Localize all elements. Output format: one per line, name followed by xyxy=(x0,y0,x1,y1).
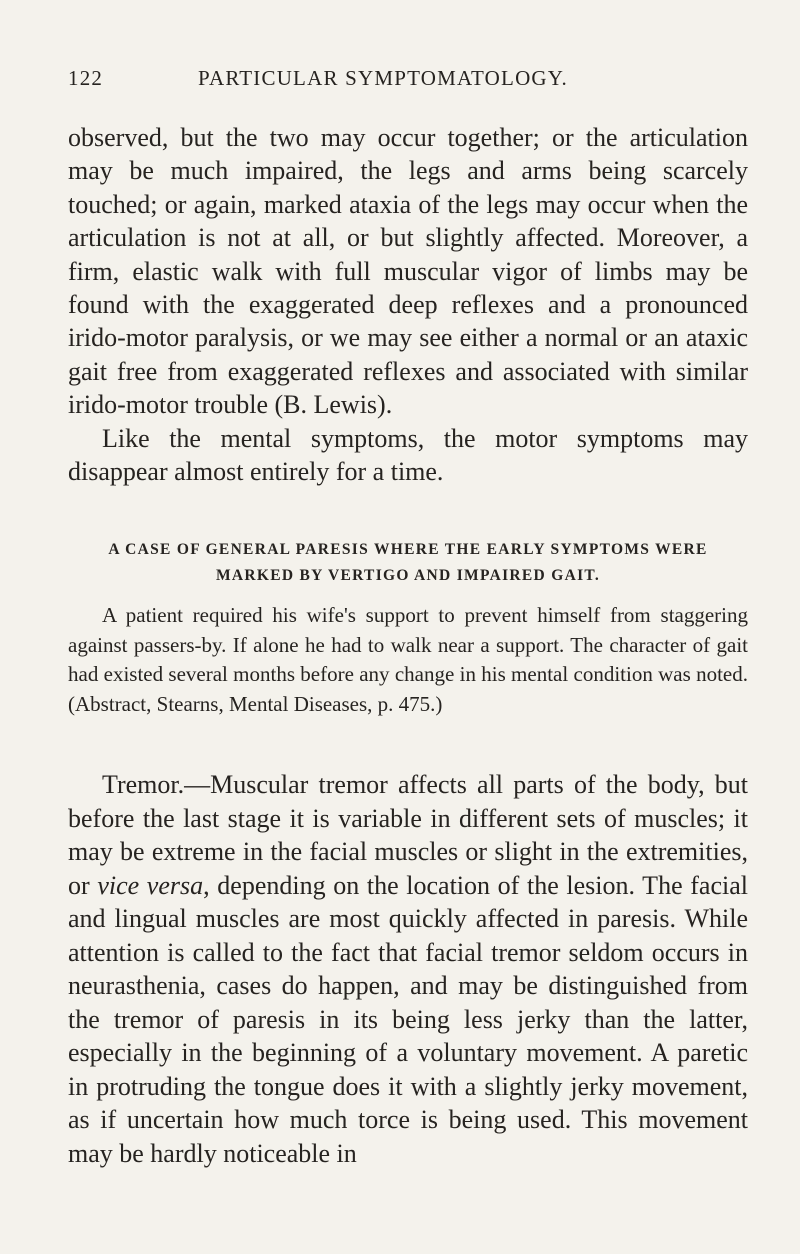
tremor-italic: vice versa xyxy=(97,870,204,900)
running-title: PARTICULAR SYMPTOMATOLOGY. xyxy=(198,66,568,90)
page-number: 122 xyxy=(68,66,104,90)
case-section xyxy=(68,537,748,720)
case-text: A patient required his wife's support to prevent himself from staggering against passers-by. If alone he had to walk near a support. The character of gait had existed several months before any change in his mental condition was noted. (Abstract, Stearns, Mental Diseases, p. 475.) xyxy=(68,603,748,717)
paragraph-continuation: observed, but the two may occur together; or the articulation may be much impaired, the legs and arms being scarcely touched; or again, marked ataxia of the legs may occur when the articulation is not at all, or but slightly affected. Moreover, a firm, elastic walk with full muscular vigor of limbs may be found with the exaggerated deep reflexes and a pronounced irido-motor paralysis, or we may see either a normal or an ataxic gait free from exaggerated reflexes and associated with similar irido-motor trouble (B. Lewis). xyxy=(68,123,748,420)
running-header xyxy=(68,66,748,91)
case-heading: A CASE OF GENERAL PARESIS WHERE THE EARLY SYMPTOMS WERE MARKED BY VERTIGO AND IMPAIRED GAIT. xyxy=(108,541,708,584)
tremor-section xyxy=(68,768,748,1170)
tremor-text-after: , depending on the location of the lesion. The facial and lingual muscles are most quickly affected in paresis. While attention is called to the fact that facial tremor seldom occurs in neurasthenia, cases do happen, and may be distinguished from the tremor of paresis in its being less jerky than the latter, especially in the beginning of a voluntary movement. A paretic in protruding the tongue does it with a slightly jerky movement, as if uncertain how much torce is being used. This movement may be hardly noticeable in xyxy=(68,870,748,1168)
tremor-text-before: —Muscular tremor affects all parts of the body, but before the last stage it is variable in different sets of muscles; it may be extreme in the facial muscles or slight in the extremities, or xyxy=(68,770,748,900)
paragraph-motor-symptoms: Like the mental symptoms, the motor symptoms may disappear almost entirely for a time. xyxy=(68,423,748,487)
tremor-lead: Tremor. xyxy=(102,770,185,799)
tremor-paragraph xyxy=(68,768,748,1170)
main-text xyxy=(68,121,748,488)
